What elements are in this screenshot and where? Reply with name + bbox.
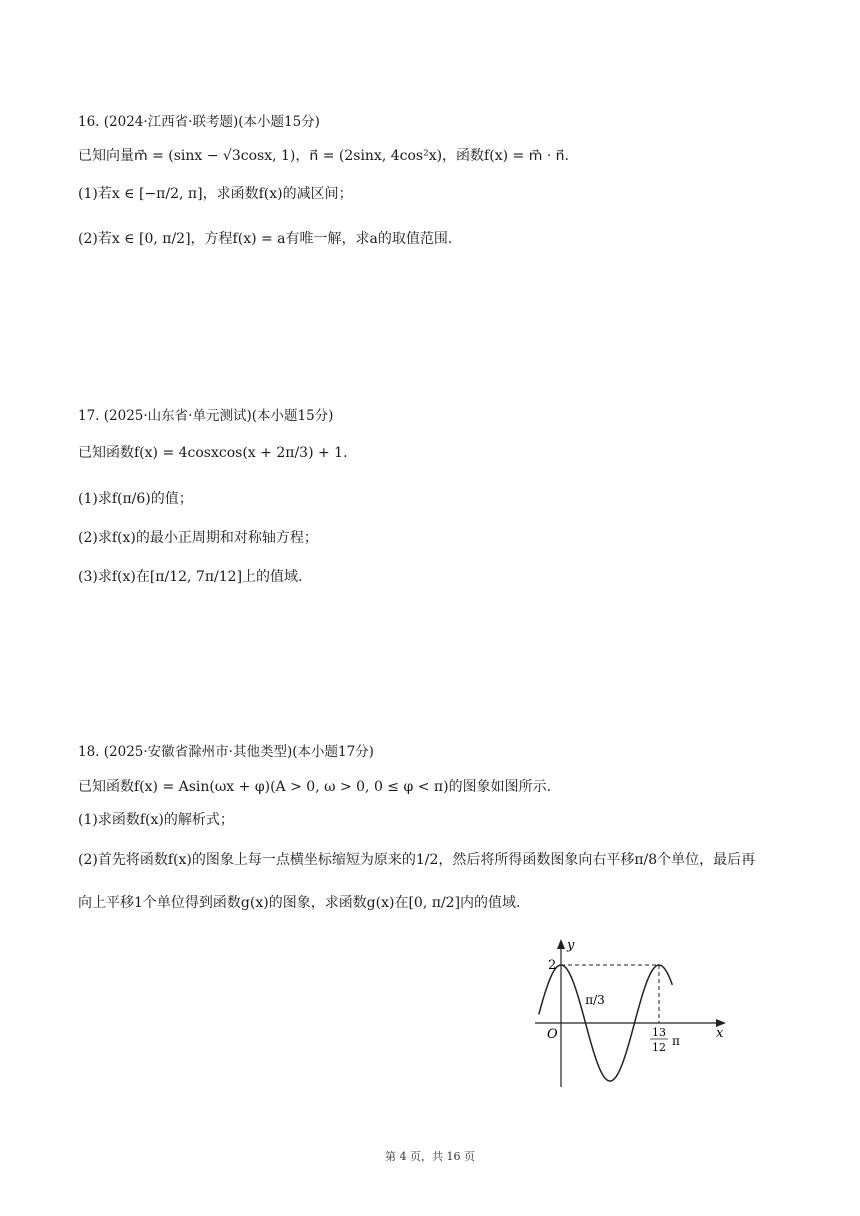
problem-16-part-1: (1)若x ∈ [−π/2, π]，求函数f(x)的减区间； [78, 186, 353, 202]
problem-16-part-2: (2)若x ∈ [0, π/2]，方程f(x) = a有唯一解，求a的取值范围. [78, 231, 453, 247]
label-12-denominator: 12 [652, 1041, 666, 1054]
problem-18-part-1: (1)求函数f(x)的解析式； [78, 812, 234, 828]
x-axis-label: x [716, 1026, 724, 1041]
problem-17-statement: 已知函数f(x) = 4cosxcos(x + 2π/3) + 1. [78, 445, 348, 461]
max-value-label: 2 [548, 958, 557, 973]
problem-17-part-2: (2)求f(x)的最小正周期和对称轴方程； [78, 530, 318, 546]
problem-18-part-2-line-2: 向上平移1个单位得到函数g(x)的图象，求函数g(x)在[0, π/2]内的值域. [78, 895, 521, 911]
page-footer: 第 4 页，共 16 页 [385, 1150, 475, 1163]
problem-16-statement: 已知向量m⃗ = (sinx − √3cosx, 1)，n⃗ = (2sinx, 4cos²x)，函数f(x) = m⃗ · n⃗. [78, 148, 570, 164]
label-13-numerator: 13 [652, 1026, 666, 1039]
y-axis-label: y [567, 938, 575, 953]
problem-18-heading: 18. (2025·安徽省滁州市·其他类型)(本小题17分) [78, 744, 374, 760]
pi-over-3-label: π/3 [585, 993, 605, 1007]
problem-18-part-2-line-1: (2)首先将函数f(x)的图象上每一点横坐标缩短为原来的1/2，然后将所得函数图象向右平移π/8个单位，最后再 [78, 852, 756, 868]
problem-17-part-1: (1)求f(π/6)的值； [78, 491, 193, 507]
problem-17-heading: 17. (2025·山东省·单元测试)(本小题15分) [78, 408, 334, 424]
problem-16-heading: 16. (2024·江西省·联考题)(本小题15分) [78, 114, 320, 130]
origin-label: O [547, 1027, 558, 1042]
label-13-12-pi: π [672, 1034, 680, 1048]
y-axis-arrow [557, 939, 565, 949]
sine-graph-figure [530, 935, 730, 1095]
problem-18-statement: 已知函数f(x) = Asin(ωx + φ)(A > 0, ω > 0, 0 ≤ φ < π)的图象如图所示. [78, 779, 552, 795]
problem-17-part-3: (3)求f(x)在[π/12, 7π/12]上的值域. [78, 569, 303, 585]
